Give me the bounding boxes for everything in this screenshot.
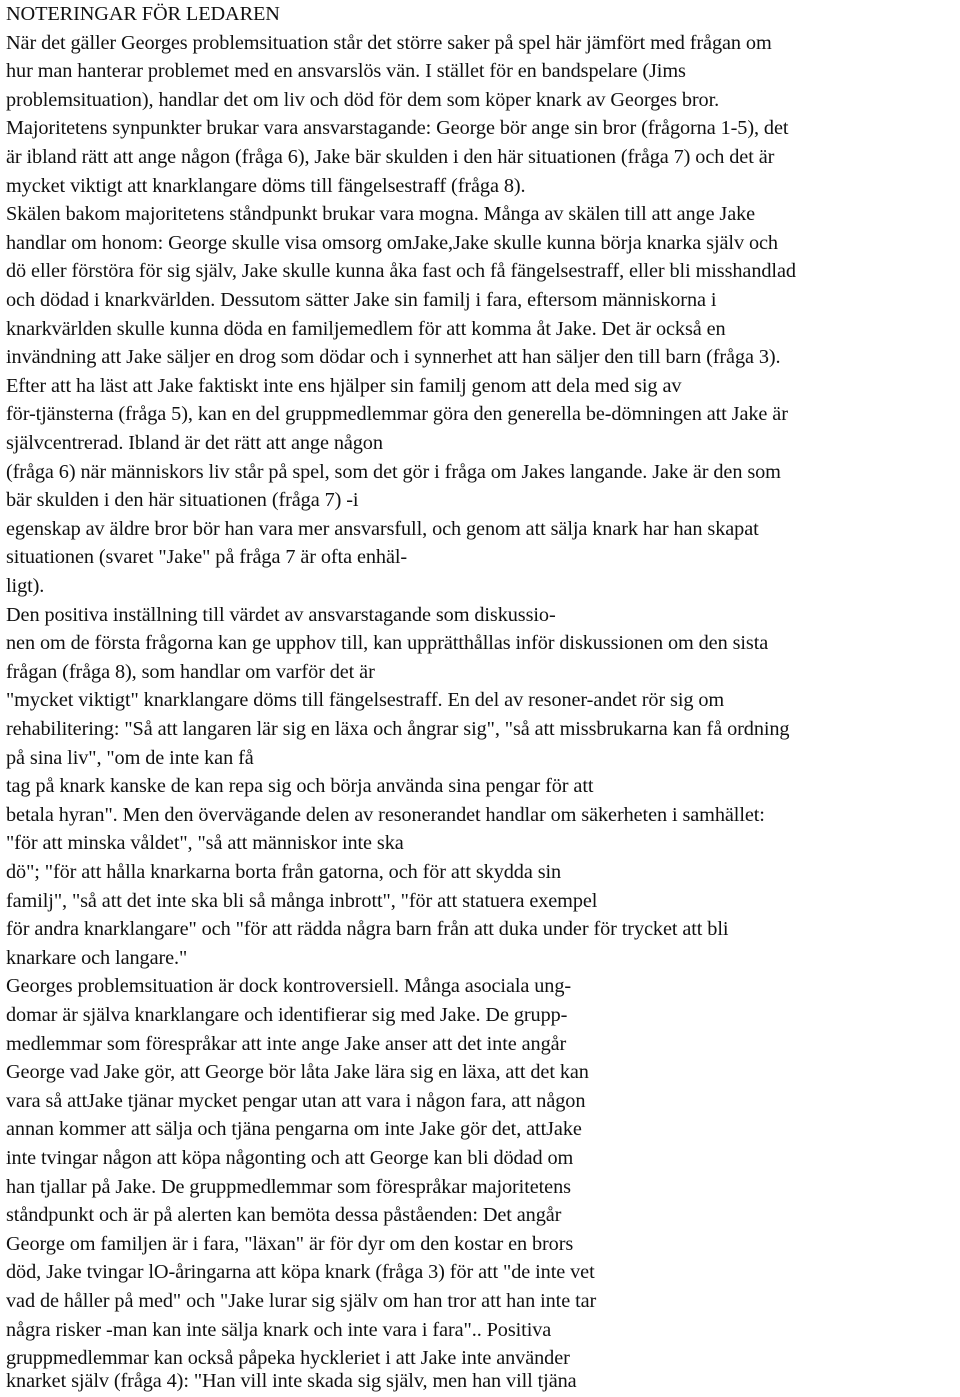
text-line: knarket själv (fråga 4): "Han vill inte skada sig själv, men han vill tjäna (6, 1370, 577, 1393)
text-line: frågan (fråga 8), som handlar om varför det är (6, 660, 375, 683)
text-line: nen om de första frågorna kan ge upphov till, kan upprätthållas inför diskussionen om den sista (6, 632, 769, 655)
text-line: familj", "så att det inte ska bli så många inbrott", "för att statuera exempel (6, 889, 598, 912)
text-line: rehabilitering: "Så att langaren lär sig en läxa och ångrar sig", "så att missbrukarna kan få ordning (6, 718, 790, 740)
text-line: Georges problemsituation är dock kontroversiell. Många asociala ung- (6, 975, 572, 998)
text-line: Den positiva inställning till värdet av ansvarstagande som diskussio- (6, 603, 556, 626)
text-line: knarkvärlden skulle kunna döda en familjemedlem för att komma åt Jake. Det är också en (6, 317, 726, 340)
text-line: för-tjänsterna (fråga 5), kan en del gruppmedlemmar göra den generella be-dömningen att Jake är (6, 403, 788, 426)
text-line: bär skulden i den här situationen (fråga 7) -i (6, 489, 359, 512)
text-line: vara så attJake tjänar mycket pengar utan att vara i någon fara, att någon (6, 1089, 586, 1112)
text-line: egenskap av äldre bror bör han vara mer ansvarsfull, och genom att sälja knark har han skapat (6, 517, 759, 540)
text-line: mycket viktigt att knarklangare döms till fängelsestraff (fråga 8). (6, 174, 526, 197)
text-line: betala hyran". Men den övervägande delen av resonerandet handlar om säkerheten i samhället: (6, 803, 765, 826)
text-line: När det gäller Georges problemsituation står det större saker på spel här jämfört med frågan om (6, 31, 772, 54)
text-line: George vad Jake gör, att George bör låta Jake lära sig en läxa, att det kan (6, 1061, 589, 1084)
text-line: domar är själva knarklangare och identifierar sig med Jake. De grupp- (6, 1004, 568, 1026)
text-line: problemsituation), handlar det om liv och död för dem som köper knark av Georges bror. (6, 88, 720, 111)
text-line: ligt). (6, 575, 45, 597)
text-line: Majoritetens synpunkter brukar vara ansvarstagande: George bör ange sin bror (frågorna 1-5), det (6, 117, 789, 140)
text-line: död, Jake tvingar lO-åringarna att köpa knark (fråga 3) för att "de inte vet (6, 1261, 595, 1284)
document-heading: NOTERINGAR FÖR LEDAREN (6, 3, 280, 25)
text-line: "mycket viktigt" knarklangare döms till fängelsestraff. En del av resoner-andet rör sig om (6, 689, 725, 712)
text-line: "för att minska våldet", "så att människor inte ska (6, 832, 404, 855)
text-line: självcentrerad. Ibland är det rätt att ange någon (6, 432, 383, 454)
text-line: några risker -man kan inte sälja knark och inte vara i fara".. Positiva (6, 1318, 552, 1341)
text-line: tag på knark kanske de kan repa sig och börja använda sina pengar för att (6, 775, 594, 798)
text-line: George om familjen är i fara, "läxan" är för dyr om den kostar en brors (6, 1232, 574, 1255)
text-line: invändning att Jake säljer en drog som dödar och i synnerhet att han säljer den till barn (fråga 3). (6, 346, 781, 369)
text-line: på sina liv", "om de inte kan få (6, 746, 254, 769)
text-line: Efter att ha läst att Jake faktiskt inte ens hjälper sin familj genom att dela med sig av (6, 374, 682, 397)
text-line: gruppmedlemmar kan också påpeka hyckleriet i att Jake inte använder (6, 1347, 570, 1370)
text-line: situationen (svaret "Jake" på fråga 7 är ofta enhäl- (6, 546, 408, 569)
text-line: vad de håller på med" och "Jake lurar sig själv om han tror att han inte tar (6, 1290, 597, 1312)
text-line: (fråga 6) när människors liv står på spel, som det gör i fråga om Jakes langande. Jake är den som (6, 460, 781, 483)
text-line: annan kommer att sälja och tjäna pengarna om inte Jake gör det, attJake (6, 1118, 582, 1141)
text-line: knarkare och langare." (6, 946, 188, 969)
text-line: Skälen bakom majoritetens ståndpunkt brukar vara mogna. Många av skälen till att ange Jake (6, 203, 756, 226)
text-line: för andra knarklangare" och "för att rädda några barn från att duka under för trycket att bli (6, 918, 729, 941)
text-line: är ibland rätt att ange någon (fråga 6), Jake bär skulden i den här situationen (fråga 7) och det är (6, 146, 775, 168)
text-line: handlar om honom: George skulle visa omsorg omJake,Jake skulle kunna börja knarka själv och (6, 231, 778, 254)
text-line: han tjallar på Jake. De gruppmedlemmar som förespråkar majoritetens (6, 1175, 571, 1198)
text-line: dö"; "för att hålla knarkarna borta från gatorna, och för att skydda sin (6, 861, 562, 883)
text-line: hur man hanterar problemet med en ansvarslös vän. I stället för en bandspelare (Jims (6, 60, 686, 83)
text-line: ståndpunkt och är på alerten kan bemöta dessa påståenden: Det angår (6, 1204, 562, 1227)
text-line: inte tvingar någon att köpa någonting och att George kan bli dödad om (6, 1147, 574, 1169)
text-line: dö eller förstöra för sig själv, Jake skulle kunna åka fast och få fängelsestraff, eller bli misshandlad (6, 260, 796, 283)
text-line: medlemmar som förespråkar att inte ange Jake anser att det inte angår (6, 1032, 567, 1055)
text-line: och dödad i knarkvärlden. Dessutom sätter Jake sin familj i fara, eftersom människorna i (6, 289, 717, 311)
